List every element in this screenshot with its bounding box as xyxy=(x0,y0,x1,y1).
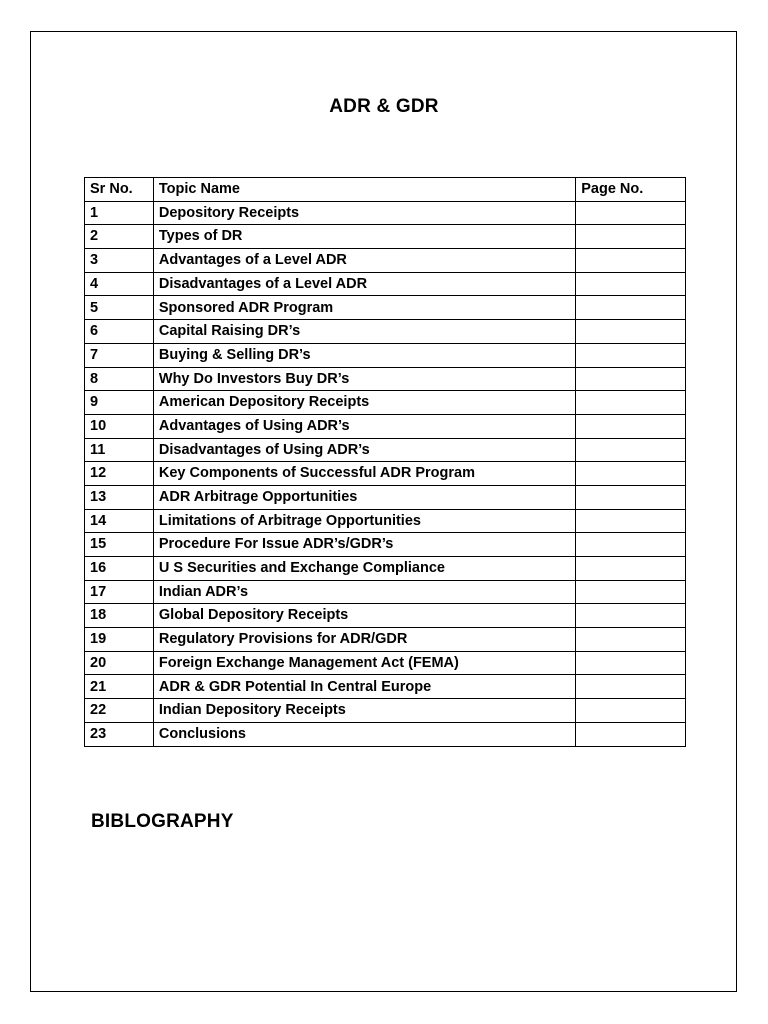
cell-page-no xyxy=(576,557,686,581)
cell-sr-no: 21 xyxy=(85,675,154,699)
cell-page-no xyxy=(576,343,686,367)
cell-sr-no: 13 xyxy=(85,485,154,509)
table-row xyxy=(85,367,686,391)
cell-sr-no: 14 xyxy=(85,509,154,533)
table-row xyxy=(85,580,686,604)
header-sr-no: Sr No. xyxy=(85,178,154,202)
cell-page-no xyxy=(576,485,686,509)
cell-page-no xyxy=(576,367,686,391)
cell-topic-name: U S Securities and Exchange Compliance xyxy=(153,557,575,581)
cell-sr-no: 17 xyxy=(85,580,154,604)
cell-sr-no: 3 xyxy=(85,249,154,273)
cell-page-no xyxy=(576,272,686,296)
cell-sr-no: 16 xyxy=(85,557,154,581)
cell-page-no xyxy=(576,651,686,675)
table-row xyxy=(85,249,686,273)
cell-page-no xyxy=(576,320,686,344)
cell-page-no xyxy=(576,509,686,533)
cell-sr-no: 8 xyxy=(85,367,154,391)
table-row xyxy=(85,320,686,344)
table-row xyxy=(85,462,686,486)
table-row xyxy=(85,604,686,628)
cell-topic-name: Disadvantages of Using ADR’s xyxy=(153,438,575,462)
cell-sr-no: 4 xyxy=(85,272,154,296)
cell-sr-no: 12 xyxy=(85,462,154,486)
cell-topic-name: Procedure For Issue ADR’s/GDR’s xyxy=(153,533,575,557)
cell-sr-no: 22 xyxy=(85,699,154,723)
table-row xyxy=(85,438,686,462)
cell-topic-name: Indian Depository Receipts xyxy=(153,699,575,723)
cell-sr-no: 5 xyxy=(85,296,154,320)
cell-page-no xyxy=(576,462,686,486)
cell-topic-name: Disadvantages of a Level ADR xyxy=(153,272,575,296)
cell-page-no xyxy=(576,201,686,225)
table-body xyxy=(85,201,686,746)
header-topic-name: Topic Name xyxy=(153,178,575,202)
table-row xyxy=(85,296,686,320)
table-row xyxy=(85,699,686,723)
cell-topic-name: Limitations of Arbitrage Opportunities xyxy=(153,509,575,533)
table-row xyxy=(85,414,686,438)
cell-page-no xyxy=(576,699,686,723)
cell-topic-name: Advantages of Using ADR’s xyxy=(153,414,575,438)
cell-page-no xyxy=(576,296,686,320)
cell-page-no xyxy=(576,225,686,249)
cell-topic-name: Advantages of a Level ADR xyxy=(153,249,575,273)
cell-topic-name: Foreign Exchange Management Act (FEMA) xyxy=(153,651,575,675)
cell-sr-no: 19 xyxy=(85,628,154,652)
table-row xyxy=(85,557,686,581)
table-row xyxy=(85,391,686,415)
table-row xyxy=(85,201,686,225)
bibliography-heading: BIBLOGRAPHY xyxy=(91,811,234,832)
cell-topic-name: Sponsored ADR Program xyxy=(153,296,575,320)
cell-page-no xyxy=(576,391,686,415)
cell-topic-name: Conclusions xyxy=(153,722,575,746)
cell-topic-name: Why Do Investors Buy DR’s xyxy=(153,367,575,391)
table-header-row xyxy=(85,178,686,202)
cell-page-no xyxy=(576,675,686,699)
cell-page-no xyxy=(576,438,686,462)
header-page-no: Page No. xyxy=(576,178,686,202)
table-row xyxy=(85,509,686,533)
table-row xyxy=(85,272,686,296)
cell-page-no xyxy=(576,249,686,273)
document-title: ADR & GDR xyxy=(329,96,439,117)
table-row xyxy=(85,628,686,652)
table-row xyxy=(85,225,686,249)
cell-topic-name: Capital Raising DR’s xyxy=(153,320,575,344)
cell-sr-no: 18 xyxy=(85,604,154,628)
table-row xyxy=(85,651,686,675)
cell-topic-name: Global Depository Receipts xyxy=(153,604,575,628)
cell-page-no xyxy=(576,414,686,438)
cell-page-no xyxy=(576,722,686,746)
cell-sr-no: 10 xyxy=(85,414,154,438)
cell-topic-name: Indian ADR’s xyxy=(153,580,575,604)
cell-page-no xyxy=(576,533,686,557)
table-row xyxy=(85,343,686,367)
cell-topic-name: American Depository Receipts xyxy=(153,391,575,415)
cell-sr-no: 2 xyxy=(85,225,154,249)
table-row xyxy=(85,533,686,557)
table-of-contents xyxy=(84,177,686,747)
cell-topic-name: Types of DR xyxy=(153,225,575,249)
cell-sr-no: 20 xyxy=(85,651,154,675)
cell-sr-no: 9 xyxy=(85,391,154,415)
cell-sr-no: 6 xyxy=(85,320,154,344)
cell-topic-name: Key Components of Successful ADR Program xyxy=(153,462,575,486)
table-row xyxy=(85,722,686,746)
cell-topic-name: Regulatory Provisions for ADR/GDR xyxy=(153,628,575,652)
cell-topic-name: Depository Receipts xyxy=(153,201,575,225)
cell-topic-name: ADR & GDR Potential In Central Europe xyxy=(153,675,575,699)
cell-page-no xyxy=(576,628,686,652)
cell-topic-name: ADR Arbitrage Opportunities xyxy=(153,485,575,509)
cell-page-no xyxy=(576,604,686,628)
cell-sr-no: 7 xyxy=(85,343,154,367)
cell-page-no xyxy=(576,580,686,604)
cell-sr-no: 15 xyxy=(85,533,154,557)
cell-sr-no: 1 xyxy=(85,201,154,225)
table-row xyxy=(85,675,686,699)
cell-topic-name: Buying & Selling DR’s xyxy=(153,343,575,367)
cell-sr-no: 11 xyxy=(85,438,154,462)
table-row xyxy=(85,485,686,509)
cell-sr-no: 23 xyxy=(85,722,154,746)
